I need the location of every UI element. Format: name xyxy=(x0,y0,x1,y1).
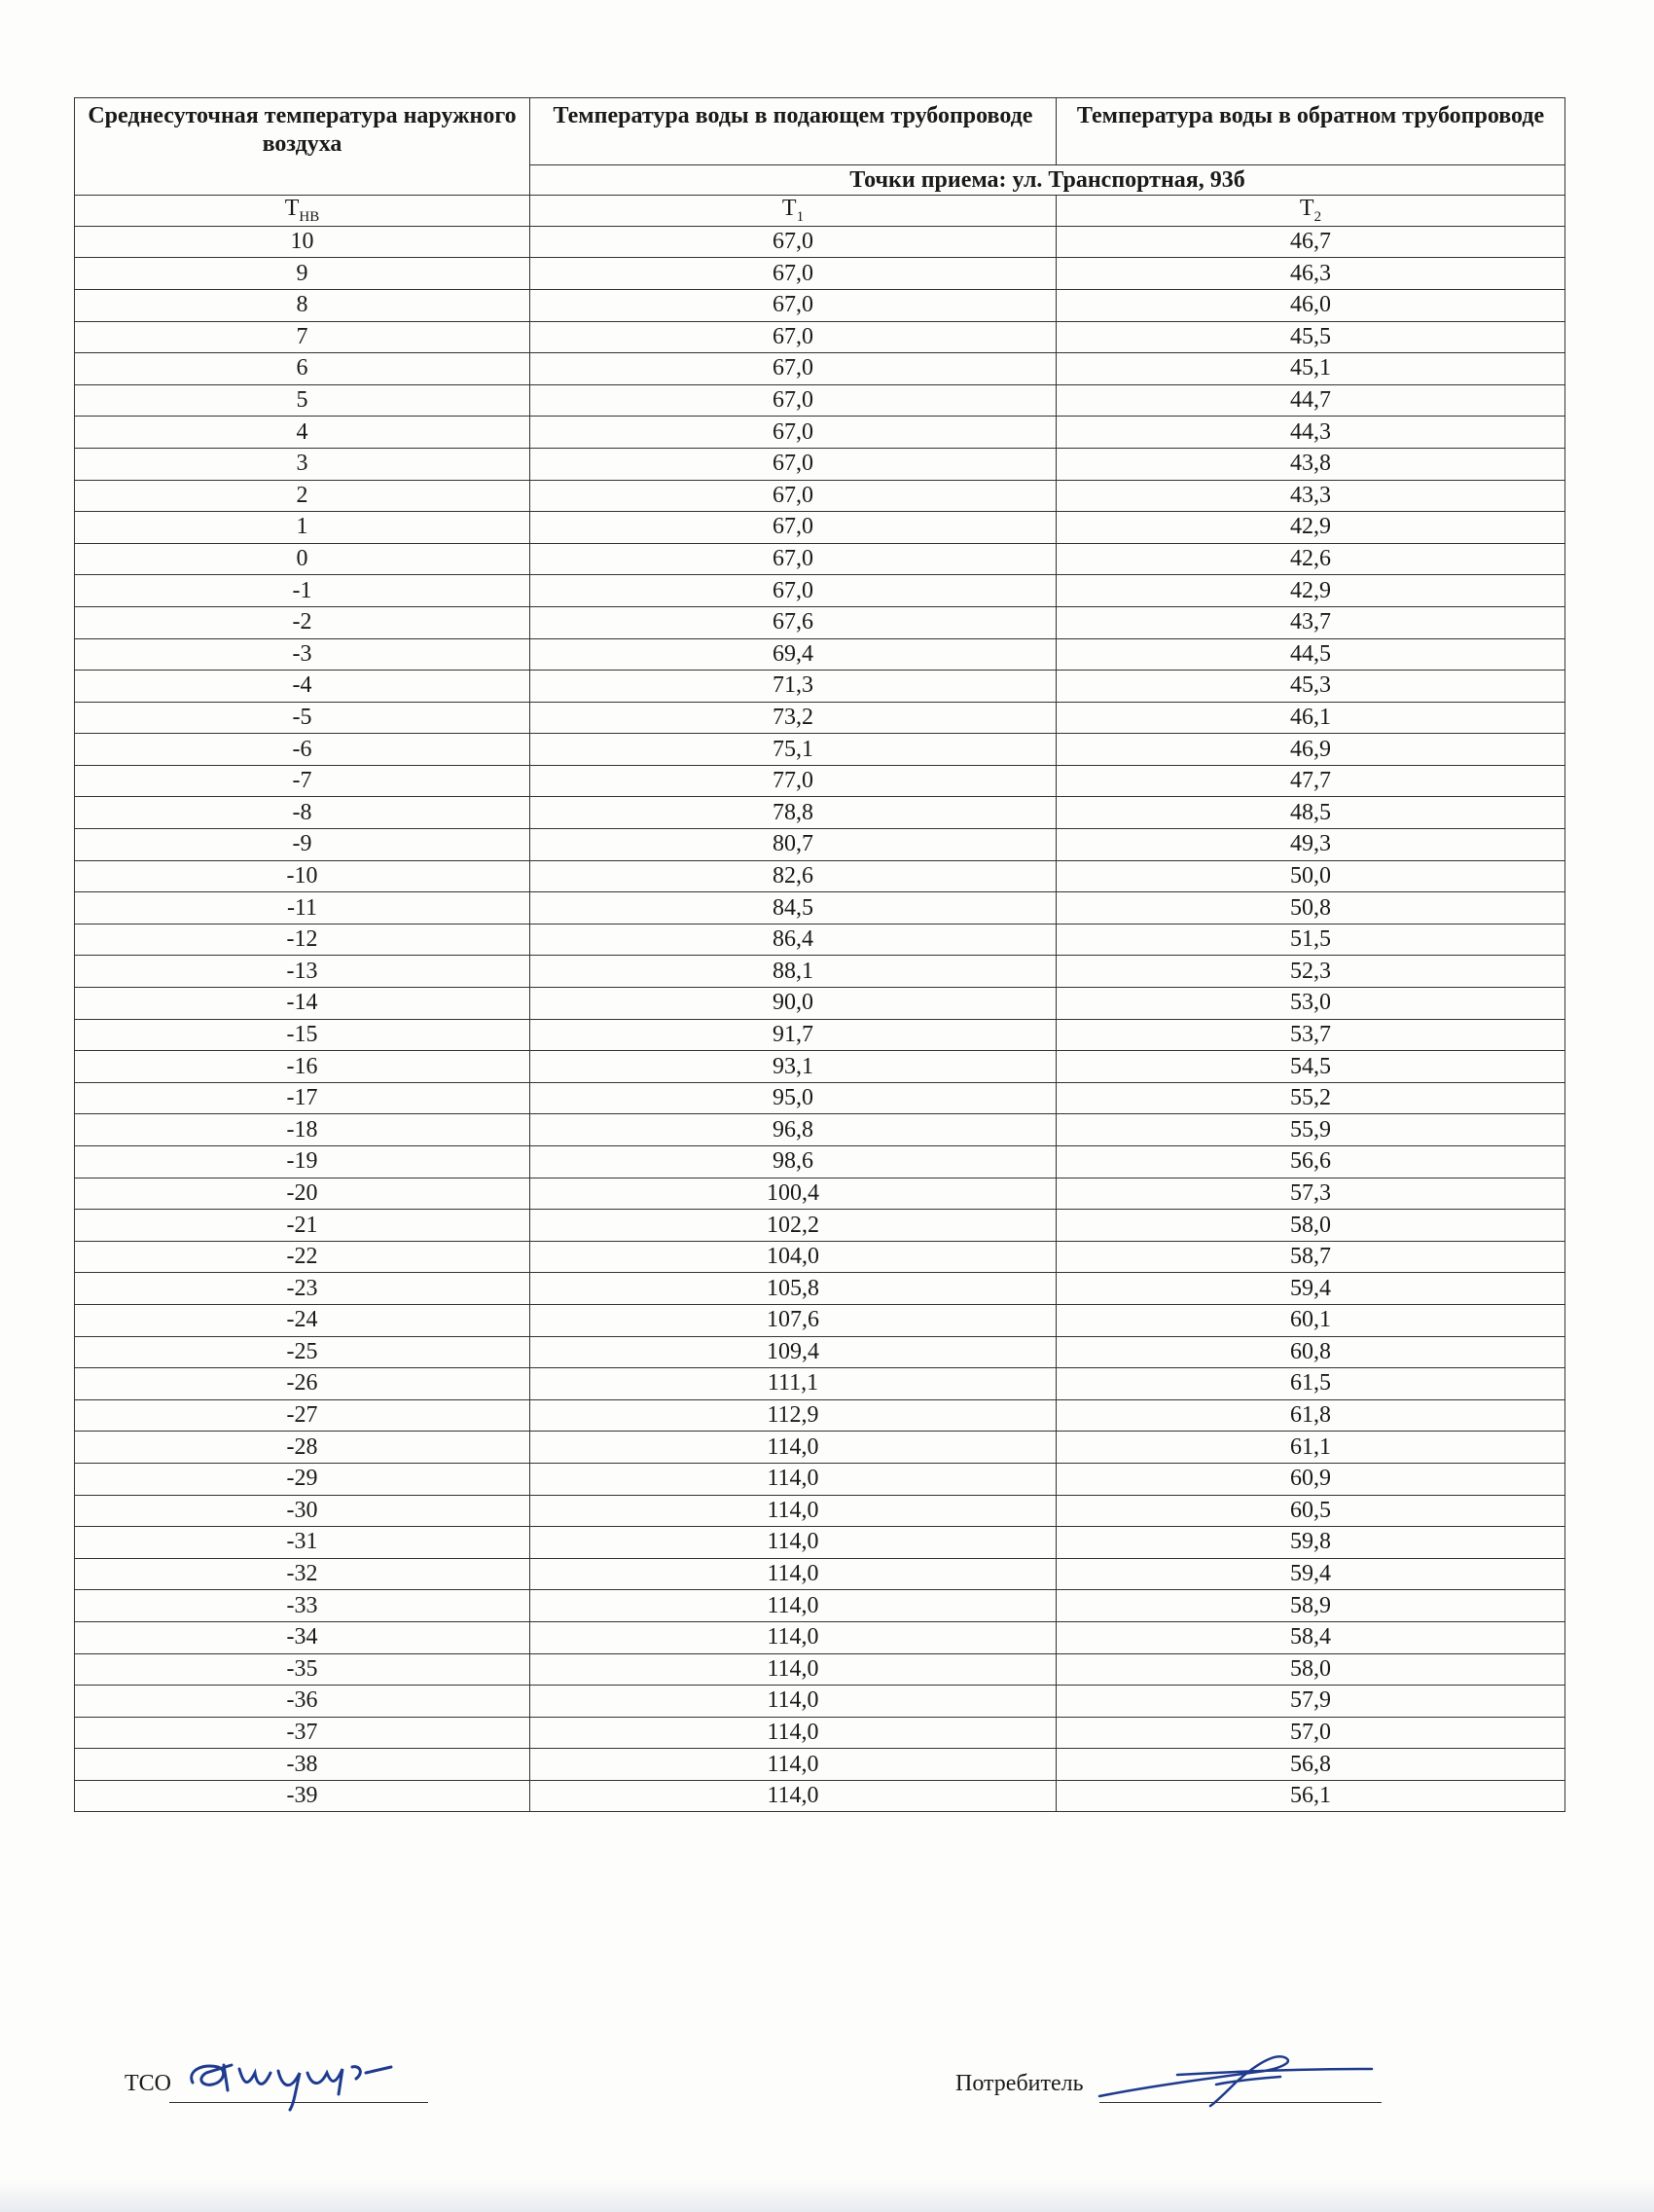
cell-outdoor-temp: -19 xyxy=(75,1146,530,1179)
cell-return-temp: 56,1 xyxy=(1057,1780,1565,1812)
cell-supply-temp: 67,0 xyxy=(530,384,1057,417)
consumer-signature xyxy=(1090,2042,1382,2110)
cell-supply-temp: 77,0 xyxy=(530,765,1057,797)
cell-outdoor-temp: 2 xyxy=(75,480,530,512)
cell-outdoor-temp: -9 xyxy=(75,829,530,861)
cell-supply-temp: 67,0 xyxy=(530,512,1057,544)
cell-return-temp: 50,8 xyxy=(1057,892,1565,925)
cell-return-temp: 44,3 xyxy=(1057,417,1565,449)
table-row xyxy=(75,1114,1565,1146)
cell-outdoor-temp: 1 xyxy=(75,512,530,544)
consumer-signature-line xyxy=(1099,2102,1382,2103)
cell-return-temp: 43,7 xyxy=(1057,606,1565,638)
cell-return-temp: 44,5 xyxy=(1057,638,1565,671)
cell-outdoor-temp: -12 xyxy=(75,924,530,956)
cell-outdoor-temp: -13 xyxy=(75,956,530,988)
table-row xyxy=(75,543,1565,575)
cell-return-temp: 45,5 xyxy=(1057,321,1565,353)
cell-outdoor-temp: -39 xyxy=(75,1780,530,1812)
cell-supply-temp: 107,6 xyxy=(530,1304,1057,1336)
cell-supply-temp: 86,4 xyxy=(530,924,1057,956)
table-row xyxy=(75,702,1565,734)
table-row xyxy=(75,448,1565,480)
cell-outdoor-temp: 6 xyxy=(75,353,530,385)
table-row xyxy=(75,480,1565,512)
cell-return-temp: 44,7 xyxy=(1057,384,1565,417)
table-row xyxy=(75,258,1565,290)
table-row xyxy=(75,638,1565,671)
cell-supply-temp: 93,1 xyxy=(530,1051,1057,1083)
cell-outdoor-temp: -20 xyxy=(75,1178,530,1210)
cell-supply-temp: 114,0 xyxy=(530,1653,1057,1686)
cell-return-temp: 57,9 xyxy=(1057,1686,1565,1718)
cell-supply-temp: 67,0 xyxy=(530,258,1057,290)
cell-return-temp: 42,6 xyxy=(1057,543,1565,575)
cell-outdoor-temp: -35 xyxy=(75,1653,530,1686)
tso-label: ТСО xyxy=(125,2071,171,2096)
cell-return-temp: 58,9 xyxy=(1057,1590,1565,1622)
table-row xyxy=(75,1749,1565,1781)
cell-supply-temp: 114,0 xyxy=(530,1780,1057,1812)
cell-outdoor-temp: -29 xyxy=(75,1463,530,1495)
cell-return-temp: 43,8 xyxy=(1057,448,1565,480)
symbol-t2: $Т_2$ xyxy=(1057,196,1565,227)
table-row xyxy=(75,1590,1565,1622)
cell-return-temp: 58,4 xyxy=(1057,1621,1565,1653)
table-row xyxy=(75,417,1565,449)
cell-outdoor-temp: -4 xyxy=(75,671,530,703)
cell-supply-temp: 114,0 xyxy=(530,1749,1057,1781)
table-row xyxy=(75,321,1565,353)
cell-supply-temp: 104,0 xyxy=(530,1241,1057,1273)
cell-outdoor-temp: -32 xyxy=(75,1558,530,1590)
cell-return-temp: 53,7 xyxy=(1057,1019,1565,1051)
cell-outdoor-temp: -23 xyxy=(75,1273,530,1305)
cell-outdoor-temp: -10 xyxy=(75,860,530,892)
cell-return-temp: 43,3 xyxy=(1057,480,1565,512)
cell-outdoor-temp: 0 xyxy=(75,543,530,575)
cell-return-temp: 59,4 xyxy=(1057,1273,1565,1305)
cell-supply-temp: 114,0 xyxy=(530,1717,1057,1749)
table-row xyxy=(75,1432,1565,1464)
table-row xyxy=(75,1368,1565,1400)
table-row xyxy=(75,289,1565,321)
cell-supply-temp: 114,0 xyxy=(530,1590,1057,1622)
cell-outdoor-temp: -21 xyxy=(75,1210,530,1242)
symbol-t1: $Т_1$ xyxy=(530,196,1057,227)
table-row xyxy=(75,956,1565,988)
table-row xyxy=(75,1780,1565,1812)
table-row xyxy=(75,1399,1565,1432)
cell-return-temp: 58,0 xyxy=(1057,1653,1565,1686)
cell-outdoor-temp: 8 xyxy=(75,289,530,321)
cell-supply-temp: 114,0 xyxy=(530,1432,1057,1464)
cell-outdoor-temp: 3 xyxy=(75,448,530,480)
table-row xyxy=(75,671,1565,703)
cell-return-temp: 61,5 xyxy=(1057,1368,1565,1400)
cell-return-temp: 46,7 xyxy=(1057,226,1565,258)
cell-supply-temp: 109,4 xyxy=(530,1336,1057,1368)
table-row xyxy=(75,1463,1565,1495)
cell-return-temp: 51,5 xyxy=(1057,924,1565,956)
cell-return-temp: 50,0 xyxy=(1057,860,1565,892)
cell-supply-temp: 114,0 xyxy=(530,1621,1057,1653)
cell-return-temp: 55,2 xyxy=(1057,1082,1565,1114)
table-row xyxy=(75,353,1565,385)
cell-supply-temp: 100,4 xyxy=(530,1178,1057,1210)
cell-supply-temp: 105,8 xyxy=(530,1273,1057,1305)
cell-outdoor-temp: -2 xyxy=(75,606,530,638)
cell-supply-temp: 67,0 xyxy=(530,543,1057,575)
cell-outdoor-temp: -31 xyxy=(75,1527,530,1559)
cell-supply-temp: 67,0 xyxy=(530,448,1057,480)
table-row xyxy=(75,512,1565,544)
cell-outdoor-temp: -26 xyxy=(75,1368,530,1400)
cell-return-temp: 49,3 xyxy=(1057,829,1565,861)
cell-return-temp: 42,9 xyxy=(1057,512,1565,544)
cell-outdoor-temp: 10 xyxy=(75,226,530,258)
cell-return-temp: 46,1 xyxy=(1057,702,1565,734)
cell-return-temp: 57,3 xyxy=(1057,1178,1565,1210)
cell-outdoor-temp: -28 xyxy=(75,1432,530,1464)
cell-outdoor-temp: -11 xyxy=(75,892,530,925)
cell-outdoor-temp: 5 xyxy=(75,384,530,417)
cell-return-temp: 47,7 xyxy=(1057,765,1565,797)
cell-outdoor-temp: -37 xyxy=(75,1717,530,1749)
cell-supply-temp: 114,0 xyxy=(530,1558,1057,1590)
table-row xyxy=(75,1178,1565,1210)
table-row xyxy=(75,1304,1565,1336)
table-row xyxy=(75,1210,1565,1242)
cell-return-temp: 59,8 xyxy=(1057,1527,1565,1559)
table-row xyxy=(75,1527,1565,1559)
table-row xyxy=(75,575,1565,607)
cell-outdoor-temp: -18 xyxy=(75,1114,530,1146)
header-reception-point: Точки приема: ул. Транспортная, 93б xyxy=(530,165,1565,196)
tso-signature xyxy=(185,2044,418,2112)
cell-outdoor-temp: -30 xyxy=(75,1495,530,1527)
cell-return-temp: 60,8 xyxy=(1057,1336,1565,1368)
cell-supply-temp: 84,5 xyxy=(530,892,1057,925)
cell-return-temp: 59,4 xyxy=(1057,1558,1565,1590)
cell-outdoor-temp: -1 xyxy=(75,575,530,607)
table-row xyxy=(75,734,1565,766)
cell-return-temp: 54,5 xyxy=(1057,1051,1565,1083)
cell-supply-temp: 73,2 xyxy=(530,702,1057,734)
table-row xyxy=(75,606,1565,638)
cell-return-temp: 56,8 xyxy=(1057,1749,1565,1781)
cell-supply-temp: 67,6 xyxy=(530,606,1057,638)
cell-outdoor-temp: -14 xyxy=(75,988,530,1020)
cell-outdoor-temp: -17 xyxy=(75,1082,530,1114)
cell-return-temp: 60,1 xyxy=(1057,1304,1565,1336)
table-row xyxy=(75,765,1565,797)
table-row xyxy=(75,892,1565,925)
cell-return-temp: 57,0 xyxy=(1057,1717,1565,1749)
cell-supply-temp: 67,0 xyxy=(530,353,1057,385)
cell-return-temp: 45,1 xyxy=(1057,353,1565,385)
cell-supply-temp: 90,0 xyxy=(530,988,1057,1020)
cell-supply-temp: 67,0 xyxy=(530,575,1057,607)
cell-supply-temp: 67,0 xyxy=(530,289,1057,321)
table-row xyxy=(75,384,1565,417)
scan-edge-shading xyxy=(0,2180,1654,2212)
cell-outdoor-temp: -15 xyxy=(75,1019,530,1051)
cell-supply-temp: 67,0 xyxy=(530,480,1057,512)
cell-supply-temp: 80,7 xyxy=(530,829,1057,861)
cell-supply-temp: 78,8 xyxy=(530,797,1057,829)
table-row xyxy=(75,1082,1565,1114)
cell-return-temp: 48,5 xyxy=(1057,797,1565,829)
header-outdoor-temp: Среднесуточная температура наружного воздуха xyxy=(75,98,530,196)
cell-outdoor-temp: -8 xyxy=(75,797,530,829)
tso-signature-line xyxy=(169,2102,428,2103)
table-row xyxy=(75,1717,1565,1749)
cell-outdoor-temp: -3 xyxy=(75,638,530,671)
table-row xyxy=(75,1273,1565,1305)
cell-outdoor-temp: -5 xyxy=(75,702,530,734)
cell-supply-temp: 96,8 xyxy=(530,1114,1057,1146)
table-row xyxy=(75,1621,1565,1653)
cell-supply-temp: 102,2 xyxy=(530,1210,1057,1242)
cell-supply-temp: 88,1 xyxy=(530,956,1057,988)
cell-return-temp: 61,8 xyxy=(1057,1399,1565,1432)
cell-return-temp: 60,5 xyxy=(1057,1495,1565,1527)
cell-supply-temp: 75,1 xyxy=(530,734,1057,766)
cell-supply-temp: 91,7 xyxy=(530,1019,1057,1051)
cell-supply-temp: 67,0 xyxy=(530,321,1057,353)
cell-outdoor-temp: -22 xyxy=(75,1241,530,1273)
table-row xyxy=(75,924,1565,956)
cell-return-temp: 60,9 xyxy=(1057,1463,1565,1495)
cell-outdoor-temp: 7 xyxy=(75,321,530,353)
table-row xyxy=(75,1495,1565,1527)
symbol-t-nv: $Т_{НВ}$ xyxy=(75,196,530,227)
table-body xyxy=(75,226,1565,1812)
cell-supply-temp: 67,0 xyxy=(530,417,1057,449)
cell-supply-temp: 67,0 xyxy=(530,226,1057,258)
table-row xyxy=(75,1653,1565,1686)
table-row xyxy=(75,988,1565,1020)
cell-outdoor-temp: 4 xyxy=(75,417,530,449)
cell-return-temp: 45,3 xyxy=(1057,671,1565,703)
temperature-schedule-table xyxy=(74,97,1565,1812)
table-row xyxy=(75,226,1565,258)
cell-return-temp: 61,1 xyxy=(1057,1432,1565,1464)
cell-supply-temp: 82,6 xyxy=(530,860,1057,892)
cell-return-temp: 42,9 xyxy=(1057,575,1565,607)
table-row xyxy=(75,1558,1565,1590)
cell-outdoor-temp: -6 xyxy=(75,734,530,766)
table-row xyxy=(75,1336,1565,1368)
table-row xyxy=(75,1146,1565,1179)
cell-return-temp: 53,0 xyxy=(1057,988,1565,1020)
cell-outdoor-temp: -34 xyxy=(75,1621,530,1653)
cell-outdoor-temp: -25 xyxy=(75,1336,530,1368)
cell-supply-temp: 114,0 xyxy=(530,1463,1057,1495)
table-row xyxy=(75,829,1565,861)
table-row xyxy=(75,1686,1565,1718)
cell-outdoor-temp: 9 xyxy=(75,258,530,290)
cell-return-temp: 46,0 xyxy=(1057,289,1565,321)
cell-outdoor-temp: -36 xyxy=(75,1686,530,1718)
cell-supply-temp: 114,0 xyxy=(530,1527,1057,1559)
cell-return-temp: 46,3 xyxy=(1057,258,1565,290)
cell-return-temp: 58,7 xyxy=(1057,1241,1565,1273)
cell-supply-temp: 98,6 xyxy=(530,1146,1057,1179)
cell-outdoor-temp: -38 xyxy=(75,1749,530,1781)
cell-outdoor-temp: -24 xyxy=(75,1304,530,1336)
table-row xyxy=(75,860,1565,892)
cell-supply-temp: 112,9 xyxy=(530,1399,1057,1432)
cell-supply-temp: 114,0 xyxy=(530,1686,1057,1718)
header-supply-temp: Температура воды в подающем трубопроводе xyxy=(530,98,1057,165)
table-row xyxy=(75,1051,1565,1083)
cell-outdoor-temp: -33 xyxy=(75,1590,530,1622)
consumer-label: Потребитель xyxy=(955,2071,1084,2096)
table-row xyxy=(75,1241,1565,1273)
cell-outdoor-temp: -7 xyxy=(75,765,530,797)
cell-return-temp: 58,0 xyxy=(1057,1210,1565,1242)
cell-supply-temp: 114,0 xyxy=(530,1495,1057,1527)
cell-supply-temp: 95,0 xyxy=(530,1082,1057,1114)
cell-return-temp: 52,3 xyxy=(1057,956,1565,988)
cell-return-temp: 46,9 xyxy=(1057,734,1565,766)
header-return-temp: Температура воды в обратном трубопроводе xyxy=(1057,98,1565,165)
cell-supply-temp: 69,4 xyxy=(530,638,1057,671)
table-row xyxy=(75,797,1565,829)
cell-supply-temp: 111,1 xyxy=(530,1368,1057,1400)
cell-supply-temp: 71,3 xyxy=(530,671,1057,703)
table-row xyxy=(75,1019,1565,1051)
cell-return-temp: 56,6 xyxy=(1057,1146,1565,1179)
cell-outdoor-temp: -16 xyxy=(75,1051,530,1083)
cell-outdoor-temp: -27 xyxy=(75,1399,530,1432)
cell-return-temp: 55,9 xyxy=(1057,1114,1565,1146)
